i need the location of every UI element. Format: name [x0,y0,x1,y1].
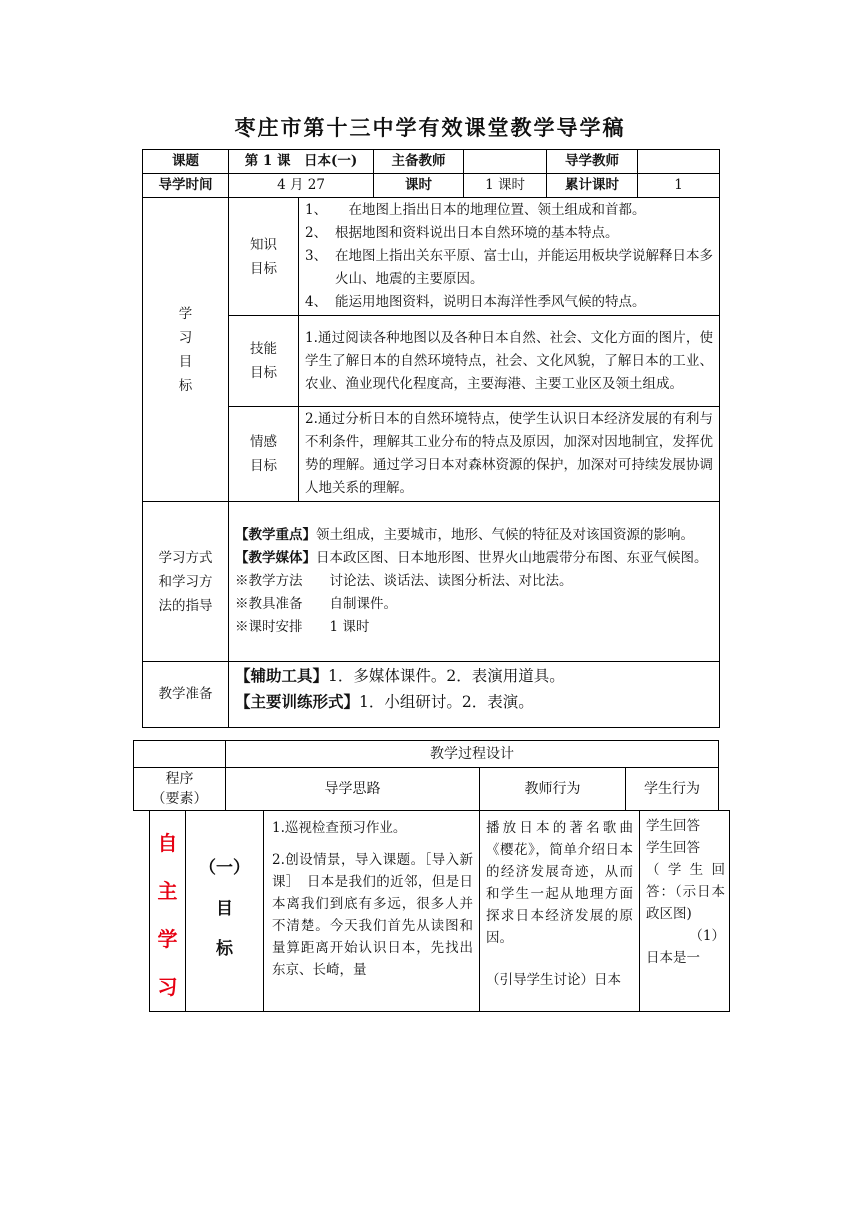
teaching-media-text: 日本政区图、日本地形图、世界火山地震带分布图、东亚气候图。 [316,550,708,566]
skill-row [143,316,720,407]
teacher-header: 教师行为 [480,768,626,811]
knowledge-row [143,198,720,316]
method-label-line: 学习方式 [158,549,213,566]
sub-stage-char: 标 [216,939,233,959]
method-line: ※课时安排 1 课时 [235,619,370,635]
idea-header: 导学思路 [226,768,480,811]
info-row-1 [143,150,720,174]
stage-char: 学 [157,927,178,951]
objectives-label-char: 标 [178,377,193,394]
emotion-label-line: 情感 [250,434,277,450]
idea-paragraph: 2.创设情景，导入课题。［导入新课］ 日本是我们的近邻，但是日本离我们到底有多远，很多人并不清楚。今天我们首先从读图和量算距离开始认识日本，先找出东京、长崎，量 [272,852,473,978]
sequence-header [134,768,226,811]
skill-objectives: 1.通过阅读各种地图以及各种日本自然、社会、文化方面的图片，使学生了解日本的自然环境特点，社会、文化风貌，了解日本的工业、农业、渔业现代化程度高，主要海港、主要工业区及领土组成。 [299,316,720,407]
period-value: 1 课时 [464,174,547,198]
method-guidance [229,502,720,662]
skill-label-line: 技能 [250,341,277,357]
method-label [143,502,229,662]
teacher-cell [480,811,640,1012]
training-form [235,689,713,715]
teaching-media-key: 【教学媒体】 [235,550,316,566]
topic-label: 课题 [143,150,229,174]
topic-value: 第 1 课 日本(一) [229,150,374,174]
student-line: （1） [689,928,725,944]
training-form-key: 【主要训练形式】 [235,692,360,711]
teaching-focus [235,524,713,547]
time-value: 4 月 27 [229,174,374,198]
objectives-label-char: 习 [178,329,193,346]
method-row [143,502,720,662]
total-period-label: 累计课时 [547,174,638,198]
page-title: 枣庄市第十三中学有效课堂教学导学稿 [234,115,626,140]
student-line: 学生回答 [646,818,700,834]
method-label-line: 和学习方 [158,573,213,590]
item-text: 在地图上指出日本的地理位置、领土组成和首都。 [335,202,646,218]
emotion-row [143,407,720,502]
aux-tools-key: 【辅助工具】 [235,666,329,685]
knowledge-item [305,291,713,314]
process-header: 教学过程设计 [226,741,719,768]
knowledge-label-line: 目标 [250,260,277,277]
total-period-value: 1 [638,174,720,198]
lesson-plan-table [142,149,720,728]
idea-cell [264,811,480,1012]
teacher-paragraph: （引导学生讨论）日本 [486,972,621,988]
student-cell [640,811,730,1012]
aux-tools [235,663,713,689]
item-number: 4、 [305,294,328,310]
objectives-label-char: 目 [178,353,193,370]
skill-label-line: 目标 [250,365,277,381]
student-line: 学生回答 [646,840,700,856]
method-label-line: 法的指导 [158,597,213,614]
prep-label: 教学准备 [143,662,229,728]
knowledge-objectives [299,198,720,316]
prep-row [143,662,720,728]
teacher-paragraph: 播放日本的著名歌曲《樱花》，简单介绍日本的经济发展奇迹，从而和学生一起从地理方面探求日本经济发展的原因。 [486,820,633,946]
stage-char: 习 [157,975,178,999]
sub-stage-number: （一） [199,858,250,878]
emotion-label-line: 目标 [250,458,277,474]
main-teacher-value [464,150,547,174]
item-text: 根据地图和资料说出日本自然环境的基本特点。 [335,225,619,241]
training-form-text: 1．小组研讨。2．表演。 [359,693,534,711]
stage-char: 自 [157,831,178,855]
student-line: 日本是一 [646,950,700,966]
skill-label [229,316,299,407]
student-header: 学生行为 [626,768,719,811]
time-label: 导学时间 [143,174,229,198]
process-header-table [133,740,719,811]
knowledge-item [305,222,713,245]
method-line: ※教具准备 自制课件。 [235,596,397,612]
emotion-objectives: 2.通过分析日本的自然环境特点，使学生认识日本经济发展的有利与不利条件，理解其工业分布的特点及原因，加深对因地制宜，发挥优势的理解。通过学习日本对森林资源的保护，加深对可持续发展协调人地关系的理解。 [299,407,720,502]
period-label: 课时 [374,174,464,198]
knowledge-item [305,199,713,222]
item-text: 在地图上指出关东平原、富士山，并能运用板块学说解释日本多火山、地震的主要原因。 [335,248,713,287]
aux-tools-text: 1．多媒体课件。2．表演用道具。 [328,667,565,685]
stage-cell [150,811,186,1012]
process-header-row [134,741,719,768]
process-body-table [149,810,730,1012]
sub-stage-cell [186,811,264,1012]
item-number: 1、 [305,202,328,218]
objectives-label-char: 学 [178,305,193,322]
objectives-label [143,198,229,502]
knowledge-label-line: 知识 [250,236,277,253]
teaching-focus-text: 领土组成，主要城市，地形、气候的特征及对该国资源的影响。 [316,527,694,543]
method-line: ※教学方法 讨论法、谈话法、读图分析法、对比法。 [235,573,573,589]
blank-cell [134,741,226,768]
sub-stage-char: 目 [216,899,233,919]
teaching-focus-key: 【教学重点】 [235,527,316,543]
item-number: 2、 [305,225,328,241]
student-line: （学生回答：（示日本政区图) [646,862,725,922]
self-study-row [150,811,730,1012]
process-columns-row [134,768,719,811]
guide-teacher-value [638,150,720,174]
sequence-header-line: 程序 [165,771,194,787]
guide-teacher-label: 导学教师 [547,150,638,174]
knowledge-label [229,198,299,316]
info-row-2 [143,174,720,198]
prep-content [229,662,720,728]
knowledge-item [305,245,713,291]
sequence-header-line: （要素） [151,791,208,807]
idea-paragraph: 1.巡视检查预习作业。 [272,820,407,836]
main-teacher-label: 主备教师 [374,150,464,174]
stage-char: 主 [157,879,178,903]
teaching-media [235,547,713,570]
item-text: 能运用地图资料，说明日本海洋性季风气候的特点。 [335,294,646,310]
item-number: 3、 [305,248,328,264]
emotion-label [229,407,299,502]
